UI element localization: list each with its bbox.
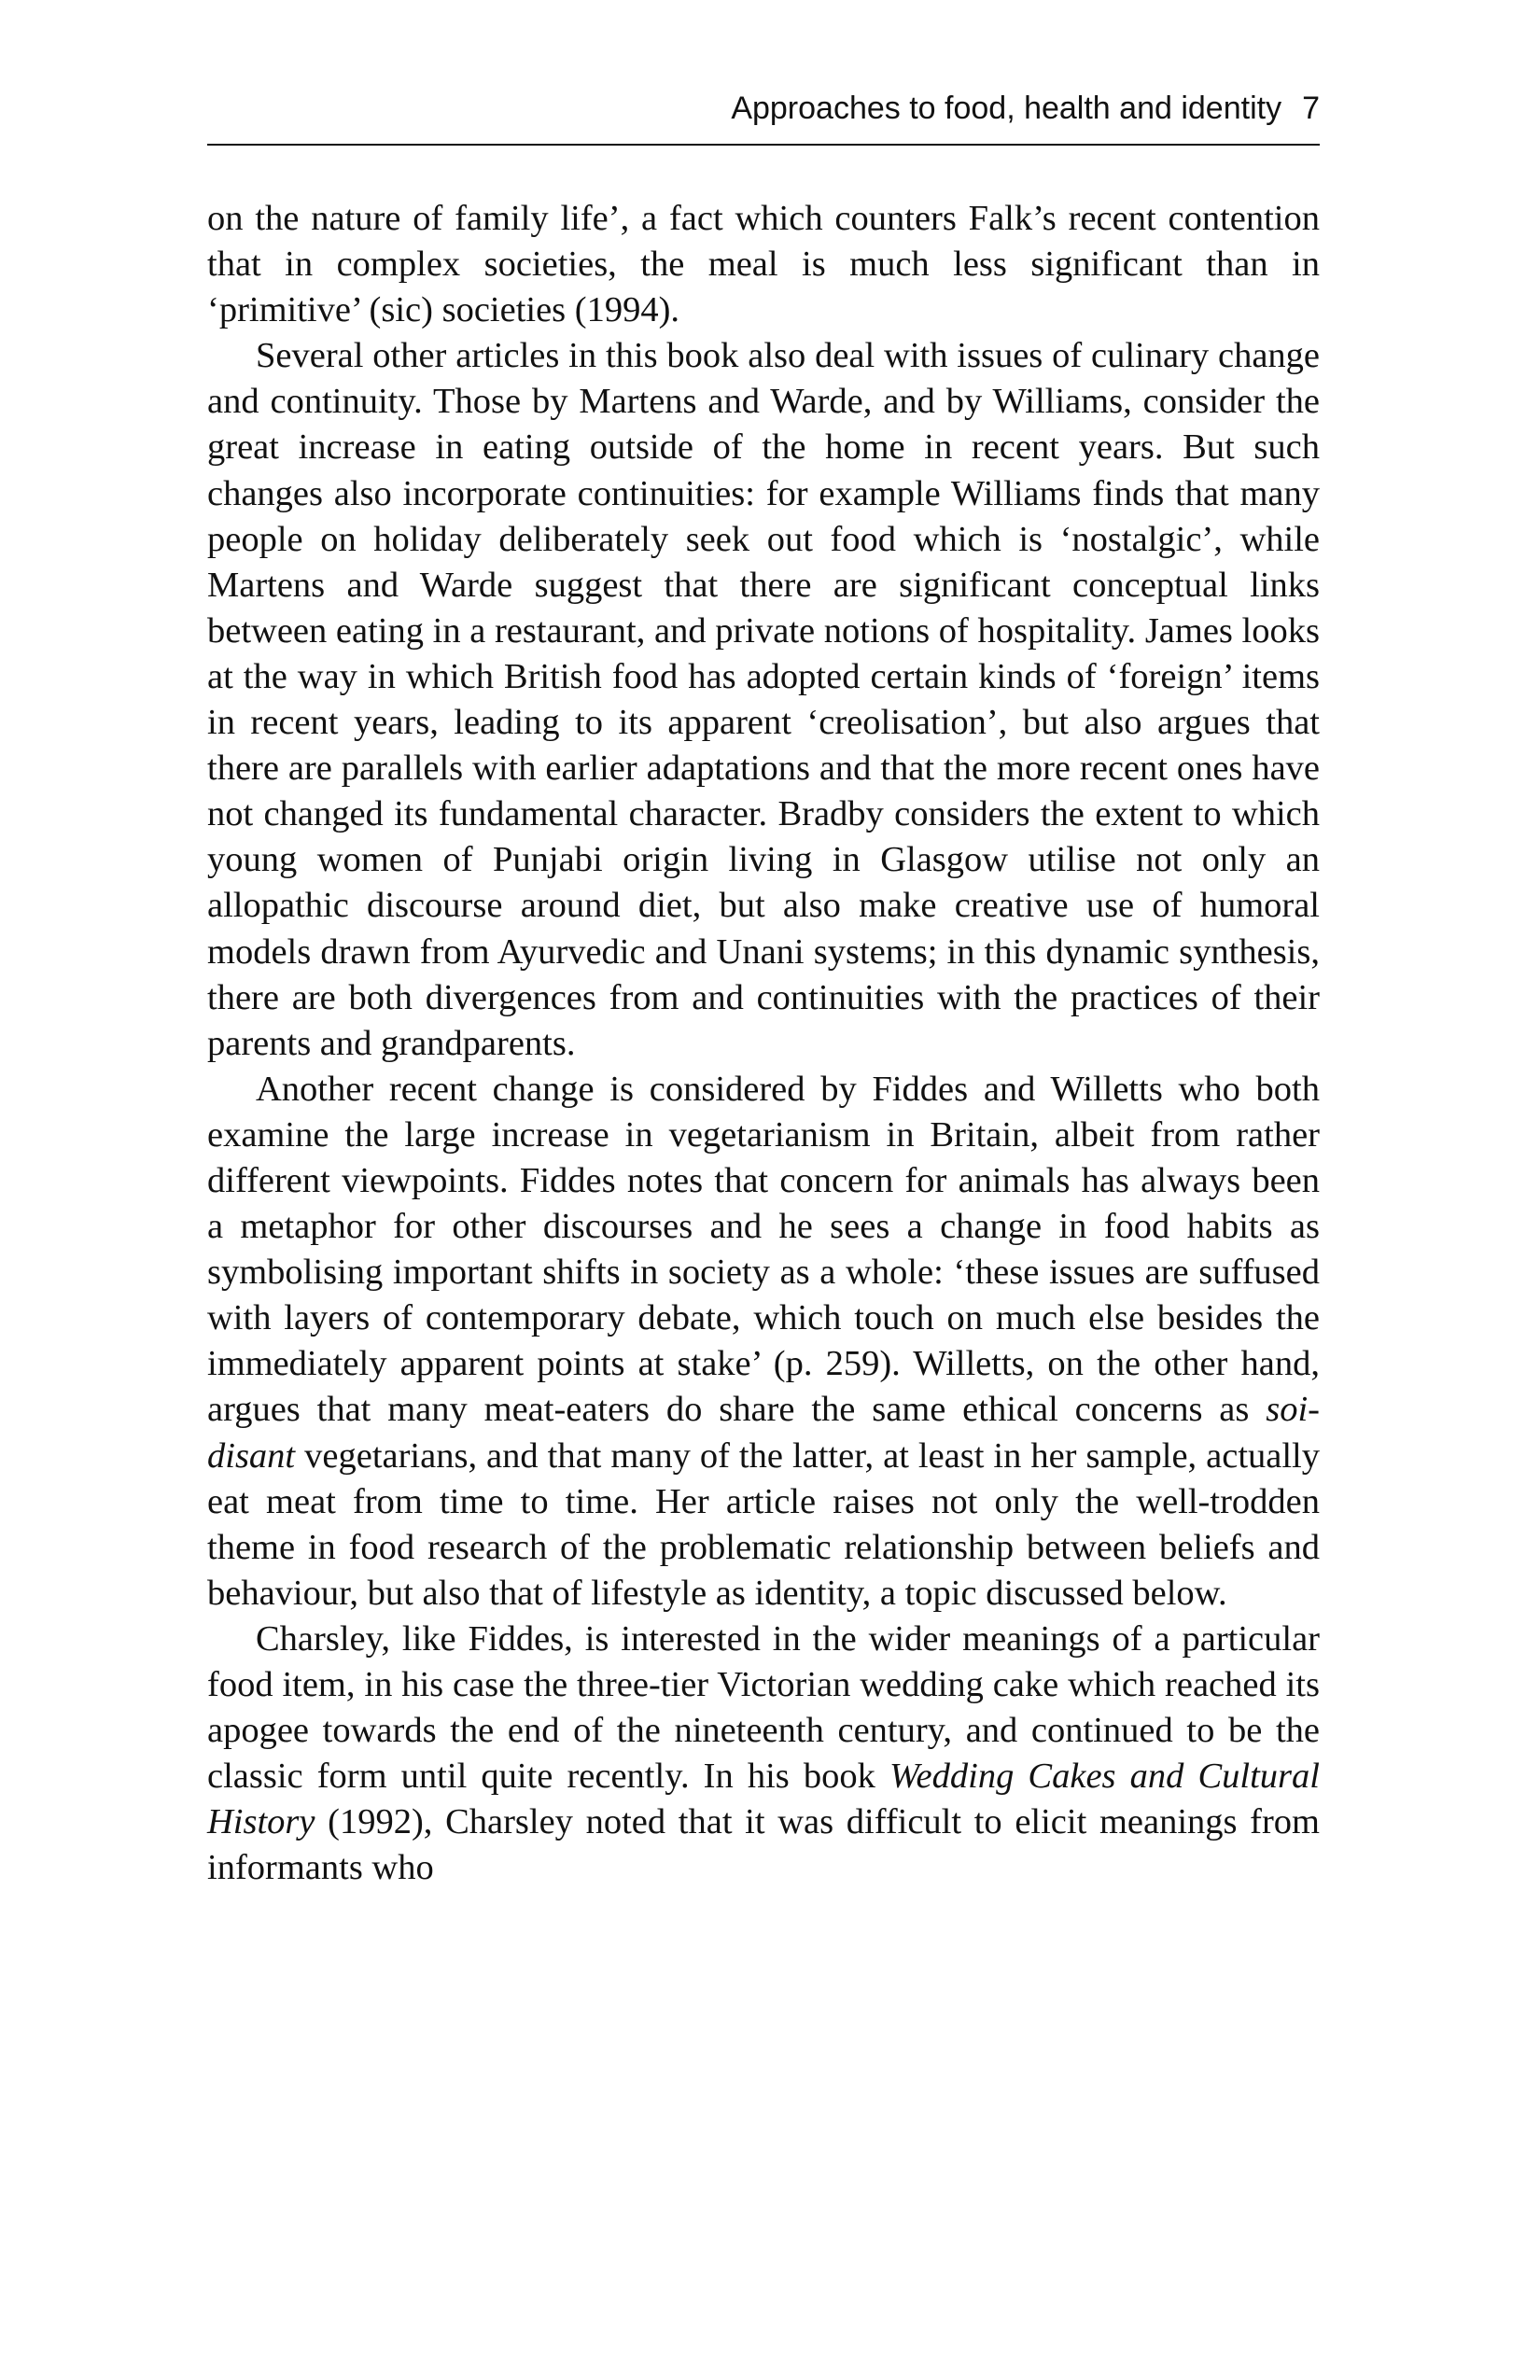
paragraph-4-text-start: Charsley, like Fiddes, is interested in the wider meanings of a particular food item, in his case the three-tier Victorian wedding cake which reached its apogee towards the end of the nineteenth century, and continued to be the classic form until quite recently. In his book xyxy=(207,1618,1320,1797)
paragraph-3-text-start: Another recent change is considered by Fiddes and Willetts who both examine the large increase in vegetarianism in Britain, albeit from rather different viewpoints. Fiddes notes that concern for animals has always been a metaphor for other discourses and he sees a change in food habits as symbolising important shifts in society as a whole: ‘these issues are suffused with layers of contemporary debate, which touch on much else besides the immediately apparent points at stake’ (p. 259). Willetts, on the other hand, argues that many meat-eaters do share the same ethical concerns as xyxy=(207,1069,1320,1430)
paragraph-4-text-end: (1992), Charsley noted that it was difficult to elicit meanings from informants who xyxy=(207,1802,1320,1888)
paragraph-3-text-end: vegetarians, and that many of the latter, at least in her sample, actually eat meat from time to time. Her article raises not only the well-trodden theme in food research of the problematic relationship between beliefs and behaviour, but also that of lifestyle as identity, a topic discussed below. xyxy=(207,1435,1321,1613)
paragraph-1-text: on the nature of family life’, a fact which counters Falk’s recent contention that in complex societies, the meal is much less significant than in ‘primitive’ (sic) societies (1994). xyxy=(207,199,1320,330)
paragraph-3-italic-term: soi-disant xyxy=(207,1390,1320,1476)
body-text xyxy=(207,196,1320,1891)
book-page xyxy=(207,0,1320,2380)
paragraph-3 xyxy=(207,1067,1320,1617)
paragraph-2 xyxy=(207,333,1320,1067)
running-header xyxy=(207,90,1320,146)
paragraph-4 xyxy=(207,1617,1320,1892)
paragraph-2-text: Several other articles in this book also deal with issues of culinary change and continuity. Those by Martens and Warde, and by Williams, consider the great increase in eating outside of the home in recent years. But such changes also incorporate continuities: for example Williams finds that many people on holiday deliberately seek out food which is ‘nostalgic’, while Martens and Warde suggest that there are significant conceptual links between eating in a restaurant, and private notions of hospitality. James looks at the way in which British food has adopted certain kinds of ‘foreign’ items in recent years, leading to its apparent ‘creolisation’, but also argues that there are parallels with earlier adaptations and that the more recent ones have not changed its fundamental character. Bradby considers the extent to which young women of Punjabi origin living in Glasgow utilise not only an allopathic discourse around diet, but also make creative use of humoral models drawn from Ayurvedic and Unani systems; in this dynamic synthesis, there are both divergences from and continuities with the practices of their parents and grandparents. xyxy=(207,336,1320,1063)
paragraph-1 xyxy=(207,196,1320,333)
running-header-title: Approaches to food, health and identity xyxy=(731,91,1282,126)
paragraph-4-book-title: Wedding Cakes and Cultural History xyxy=(207,1757,1320,1842)
page-number: 7 xyxy=(1302,91,1320,126)
